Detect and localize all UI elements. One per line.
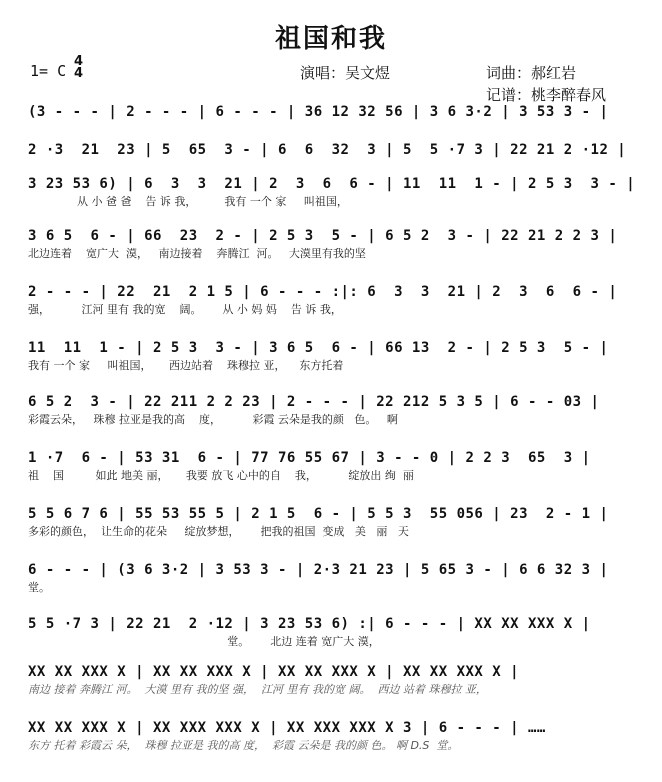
key-signature: 1= C xyxy=(30,62,67,80)
notation-line: 6 5 2 3 - | 22 211 2 2 23 | 2 - - - | 22 212 5 3 5 | 6 - - 03 | xyxy=(28,394,600,410)
score-system xyxy=(28,282,638,318)
lyric-line: 我有 一个 家 叫祖国， 西边站着 珠穆拉 亚， 东方托着 xyxy=(28,359,344,372)
lyric-line: 彩霞云朵， 珠穆 拉亚是我的高 度， 彩霞 云朵是我的颜 色。 啊 xyxy=(28,413,398,426)
lyric-line: 从 小 爸 爸 告 诉 我， 我有 一个 家 叫祖国， xyxy=(28,195,348,208)
score-system xyxy=(28,226,638,262)
lyric-line: 堂。 北边 连着 宽广大 漠， xyxy=(28,635,380,648)
score-system xyxy=(28,504,638,540)
notation-line: XX XX XXX X | XX XXX XXX X | XX XXX XXX X 3 | 6 - - - | …… xyxy=(28,720,546,736)
score-system xyxy=(28,338,638,374)
composer-credit: 词曲：郝红岩 xyxy=(486,64,577,82)
score-system xyxy=(28,140,638,176)
notation-line: 6 - - - | (3 6 3·2 | 3 53 3 - | 2·3 21 23 | 5 65 3 - | 6 6 32 3 | xyxy=(28,562,609,578)
time-denominator: 4 xyxy=(74,66,84,81)
score-system xyxy=(28,662,638,698)
singer-credit: 演唱：吴文煜 xyxy=(300,64,391,82)
lyric-line: 强， 江河 里有 我的宽 阔。 从 小 妈 妈 告 诉 我， xyxy=(28,303,342,316)
notation-line: 3 23 53 6) | 6 3 3 21 | 2 3 6 6 - | 11 11 1 - | 2 5 3 3 - | xyxy=(28,176,636,192)
notation-line: 5 5 ·7 3 | 22 21 2 ·12 | 3 23 53 6) :| 6 - - - | XX XX XXX X | xyxy=(28,616,591,632)
song-title: 祖国和我 xyxy=(274,24,387,54)
score-system xyxy=(28,392,638,428)
score-system xyxy=(28,718,638,754)
lyric-line: 南边 接着 奔腾江 河。 大漠 里有 我的坚 强， 江河 里有 我的宽 阔。 西边 站着 珠穆拉 亚， xyxy=(28,683,487,696)
score-system xyxy=(28,102,638,138)
notation-line: 1 ·7 6 - | 53 31 6 - | 77 76 55 67 | 3 - - 0 | 2 2 3 65 3 | xyxy=(28,450,591,466)
score-system xyxy=(28,614,638,650)
notation-line: 3 6 5 6 - | 66 23 2 - | 2 5 3 5 - | 6 5 2 3 - | 22 21 2 2 3 | xyxy=(28,228,618,244)
lyric-line xyxy=(28,122,638,138)
notation-line: 5 5 6 7 6 | 55 53 55 5 | 2 1 5 6 - | 5 5 3 55 056 | 23 2 - 1 | xyxy=(28,506,609,522)
lyric-line: 祖 国 如此 地美 丽， 我要 放飞 心中的自 我， 绽放出 绚 丽 xyxy=(28,469,414,482)
time-numerator: 4 xyxy=(74,54,84,69)
notation-line: 11 11 1 - | 2 5 3 3 - | 3 6 5 6 - | 66 13 2 - | 2 5 3 5 - | xyxy=(28,340,609,356)
lyric-line: 多彩的颜色， 让生命的花朵 绽放梦想， 把我的祖国 变成 美 丽 天 xyxy=(28,525,409,538)
notation-line: 2 ·3 21 23 | 5 65 3 - | 6 6 32 3 | 5 5 ·7 3 | 22 21 2 ·12 | xyxy=(28,142,627,158)
score-system xyxy=(28,448,638,484)
notation-line: (3 - - - | 2 - - - | 6 - - - | 36 12 32 56 | 3 6 3·2 | 3 53 3 - | xyxy=(28,104,609,120)
notator-credit: 记谱：桃李醉春风 xyxy=(486,86,607,104)
score-system xyxy=(28,174,638,210)
lyric-line: 堂。 xyxy=(28,581,50,594)
notation-line: XX XX XXX X | XX XX XXX X | XX XX XXX X | XX XX XXX X | xyxy=(28,664,520,680)
lyric-line: 东方 托着 彩霞云 朵， 珠穆 拉亚是 我的高 度， 彩霞 云朵是 我的颜 色。 啊 D.S 堂。 xyxy=(28,739,459,752)
notation-line: 2 - - - | 22 21 2 1 5 | 6 - - - :|: 6 3 3 21 | 2 3 6 6 - | xyxy=(28,284,618,300)
score-system xyxy=(28,560,638,596)
time-signature xyxy=(74,56,83,80)
lyric-line: 北边连着 宽广大 漠， 南边接着 奔腾江 河。 大漠里有我的坚 xyxy=(28,247,366,260)
